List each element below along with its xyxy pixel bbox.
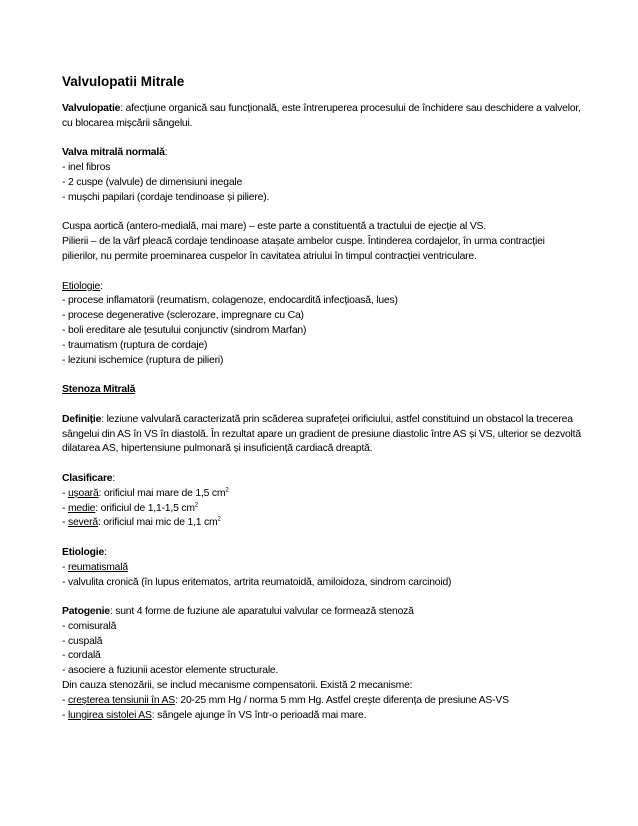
clasificare-heading: Clasificare: [62, 472, 113, 484]
list-item: [62, 487, 582, 502]
definitie-paragraph: [62, 413, 582, 457]
mecanism-line: Din cauza stenozării, se includ mecanisme compensatorii. Există 2 mecanisme:: [62, 680, 413, 692]
intro-term: Valvulopatie: [62, 103, 121, 114]
list-item: - inel fibros: [62, 162, 111, 174]
item-prefix: -: [62, 561, 68, 573]
list-item: - boli ereditare ale țesutului conjunctiv (sindrom Marfan): [62, 324, 307, 336]
item-text: : sângele ajunge în VS într-o perioadă mai mare.: [151, 709, 367, 721]
list-item: - traumatism (ruptura de cordaje): [62, 339, 208, 351]
patogenie-text: : sunt 4 forme de fuziune ale aparatului valvular ce formează stenoză: [109, 606, 414, 618]
item-sup: 2: [217, 516, 221, 523]
list-item: - comisurală: [62, 620, 117, 632]
item-text: : orificiul mai mic de 1,1 cm: [97, 517, 218, 529]
list-item: - procese inflamatorii (reumatism, colagenoze, endocardită infecțioasă, lues): [62, 295, 398, 307]
item-term: reumatismală: [67, 561, 128, 573]
clasificare-heading-line: [62, 472, 582, 487]
item-prefix: -: [62, 517, 68, 529]
intro-paragraph: [62, 102, 582, 132]
list-item: - procese degenerative (sclerozare, impregnare cu Ca): [62, 310, 304, 322]
etiologie2-heading-line: [62, 546, 582, 561]
list-item: [62, 561, 582, 576]
document-content: [62, 74, 582, 723]
intro-text: : afecțiune organică sau funcțională, este întreruperea procesului de închidere sau deschidere a valvelor, cu blocarea mișcării sângelui.: [62, 103, 581, 129]
patogenie-paragraph: [62, 605, 582, 620]
item-sup: 2: [194, 502, 198, 509]
definitie-term: Definiție: [62, 413, 102, 425]
definitie-text: : leziune valvulară caracterizată prin scăderea suprafeței orificiului, astfel constituind un obstacol la trecerea sângelui din AS în VS în diastolă. În rezultat apare un gradient de presiune diastolic între AS și VS, ulterior se dezvoltă dilatarea AS, hipertensiune pulmonară și insuficiență cardiacă dreaptă.: [62, 413, 581, 455]
item-prefix: -: [62, 709, 68, 721]
normal-heading: Valva mitrală normală: [62, 147, 165, 159]
item-text: : 20-25 mm Hg / norma 5 mm Hg. Astfel crește diferența de presiune AS-VS: [175, 694, 509, 706]
item-prefix: -: [62, 694, 68, 706]
list-item: [62, 516, 582, 531]
list-item: [62, 709, 582, 724]
list-item: [62, 694, 582, 709]
list-item: [62, 502, 582, 517]
list-item: - valvulita cronică (în lupus eritematos, artrita reumatoidă, amiloidoza, sindrom carcinoid): [62, 576, 452, 588]
item-text: : orificiul mai mare de 1,5 cm: [98, 487, 226, 499]
etiologie2-heading: Etiologie: [62, 546, 105, 558]
etiologie2-colon: :: [104, 546, 107, 558]
list-item: - leziuni ischemice (ruptura de pilieri): [62, 354, 224, 366]
list-item: - cuspală: [62, 635, 103, 647]
etiologie-heading-line: [62, 280, 582, 295]
normal-heading-line: [62, 146, 582, 161]
page-title: Valvulopatii Mitrale: [62, 74, 185, 89]
cuspa-paragraph: Cuspa aortică (antero-medială, mai mare) – este parte a constituentă a tractului de ejecție al VS.: [62, 221, 486, 233]
item-term: severă: [67, 517, 98, 529]
clasificare-colon: :: [112, 472, 116, 484]
item-prefix: -: [62, 487, 68, 499]
list-item: - cordală: [62, 650, 101, 662]
normal-colon: :: [164, 147, 168, 159]
etiologie-colon: :: [100, 280, 103, 292]
section-heading: Stenoza Mitrală: [62, 384, 136, 396]
patogenie-term: Patogenie: [62, 606, 110, 618]
pilieri-paragraph: Pilierii – de la vârf pleacă cordaje tendinoase atașate ambelor cuspe. Întinderea cordajelor, în urma contracției pilierilor, nu permite proeminarea cuspelor în cavitatea atriului în timpul contracției ventriculare.: [62, 236, 545, 262]
item-term: ușoară: [67, 487, 99, 499]
item-term: medie: [67, 502, 96, 514]
item-term: lungirea sistolei AS: [67, 709, 152, 721]
list-item: - asociere a fuziunii acestor elemente structurale.: [62, 665, 279, 677]
list-item: - 2 cuspe (valvule) de dimensiuni inegale: [62, 176, 243, 188]
etiologie-heading: Etiologie: [62, 280, 101, 292]
item-term: creșterea tensiunii în AS: [67, 694, 176, 706]
list-item: - mușchi papilari (cordaje tendinoase și piliere).: [62, 191, 270, 203]
item-sup: 2: [225, 487, 229, 494]
item-prefix: -: [62, 502, 68, 514]
item-text: : orificiul de 1,1-1,5 cm: [95, 502, 195, 514]
